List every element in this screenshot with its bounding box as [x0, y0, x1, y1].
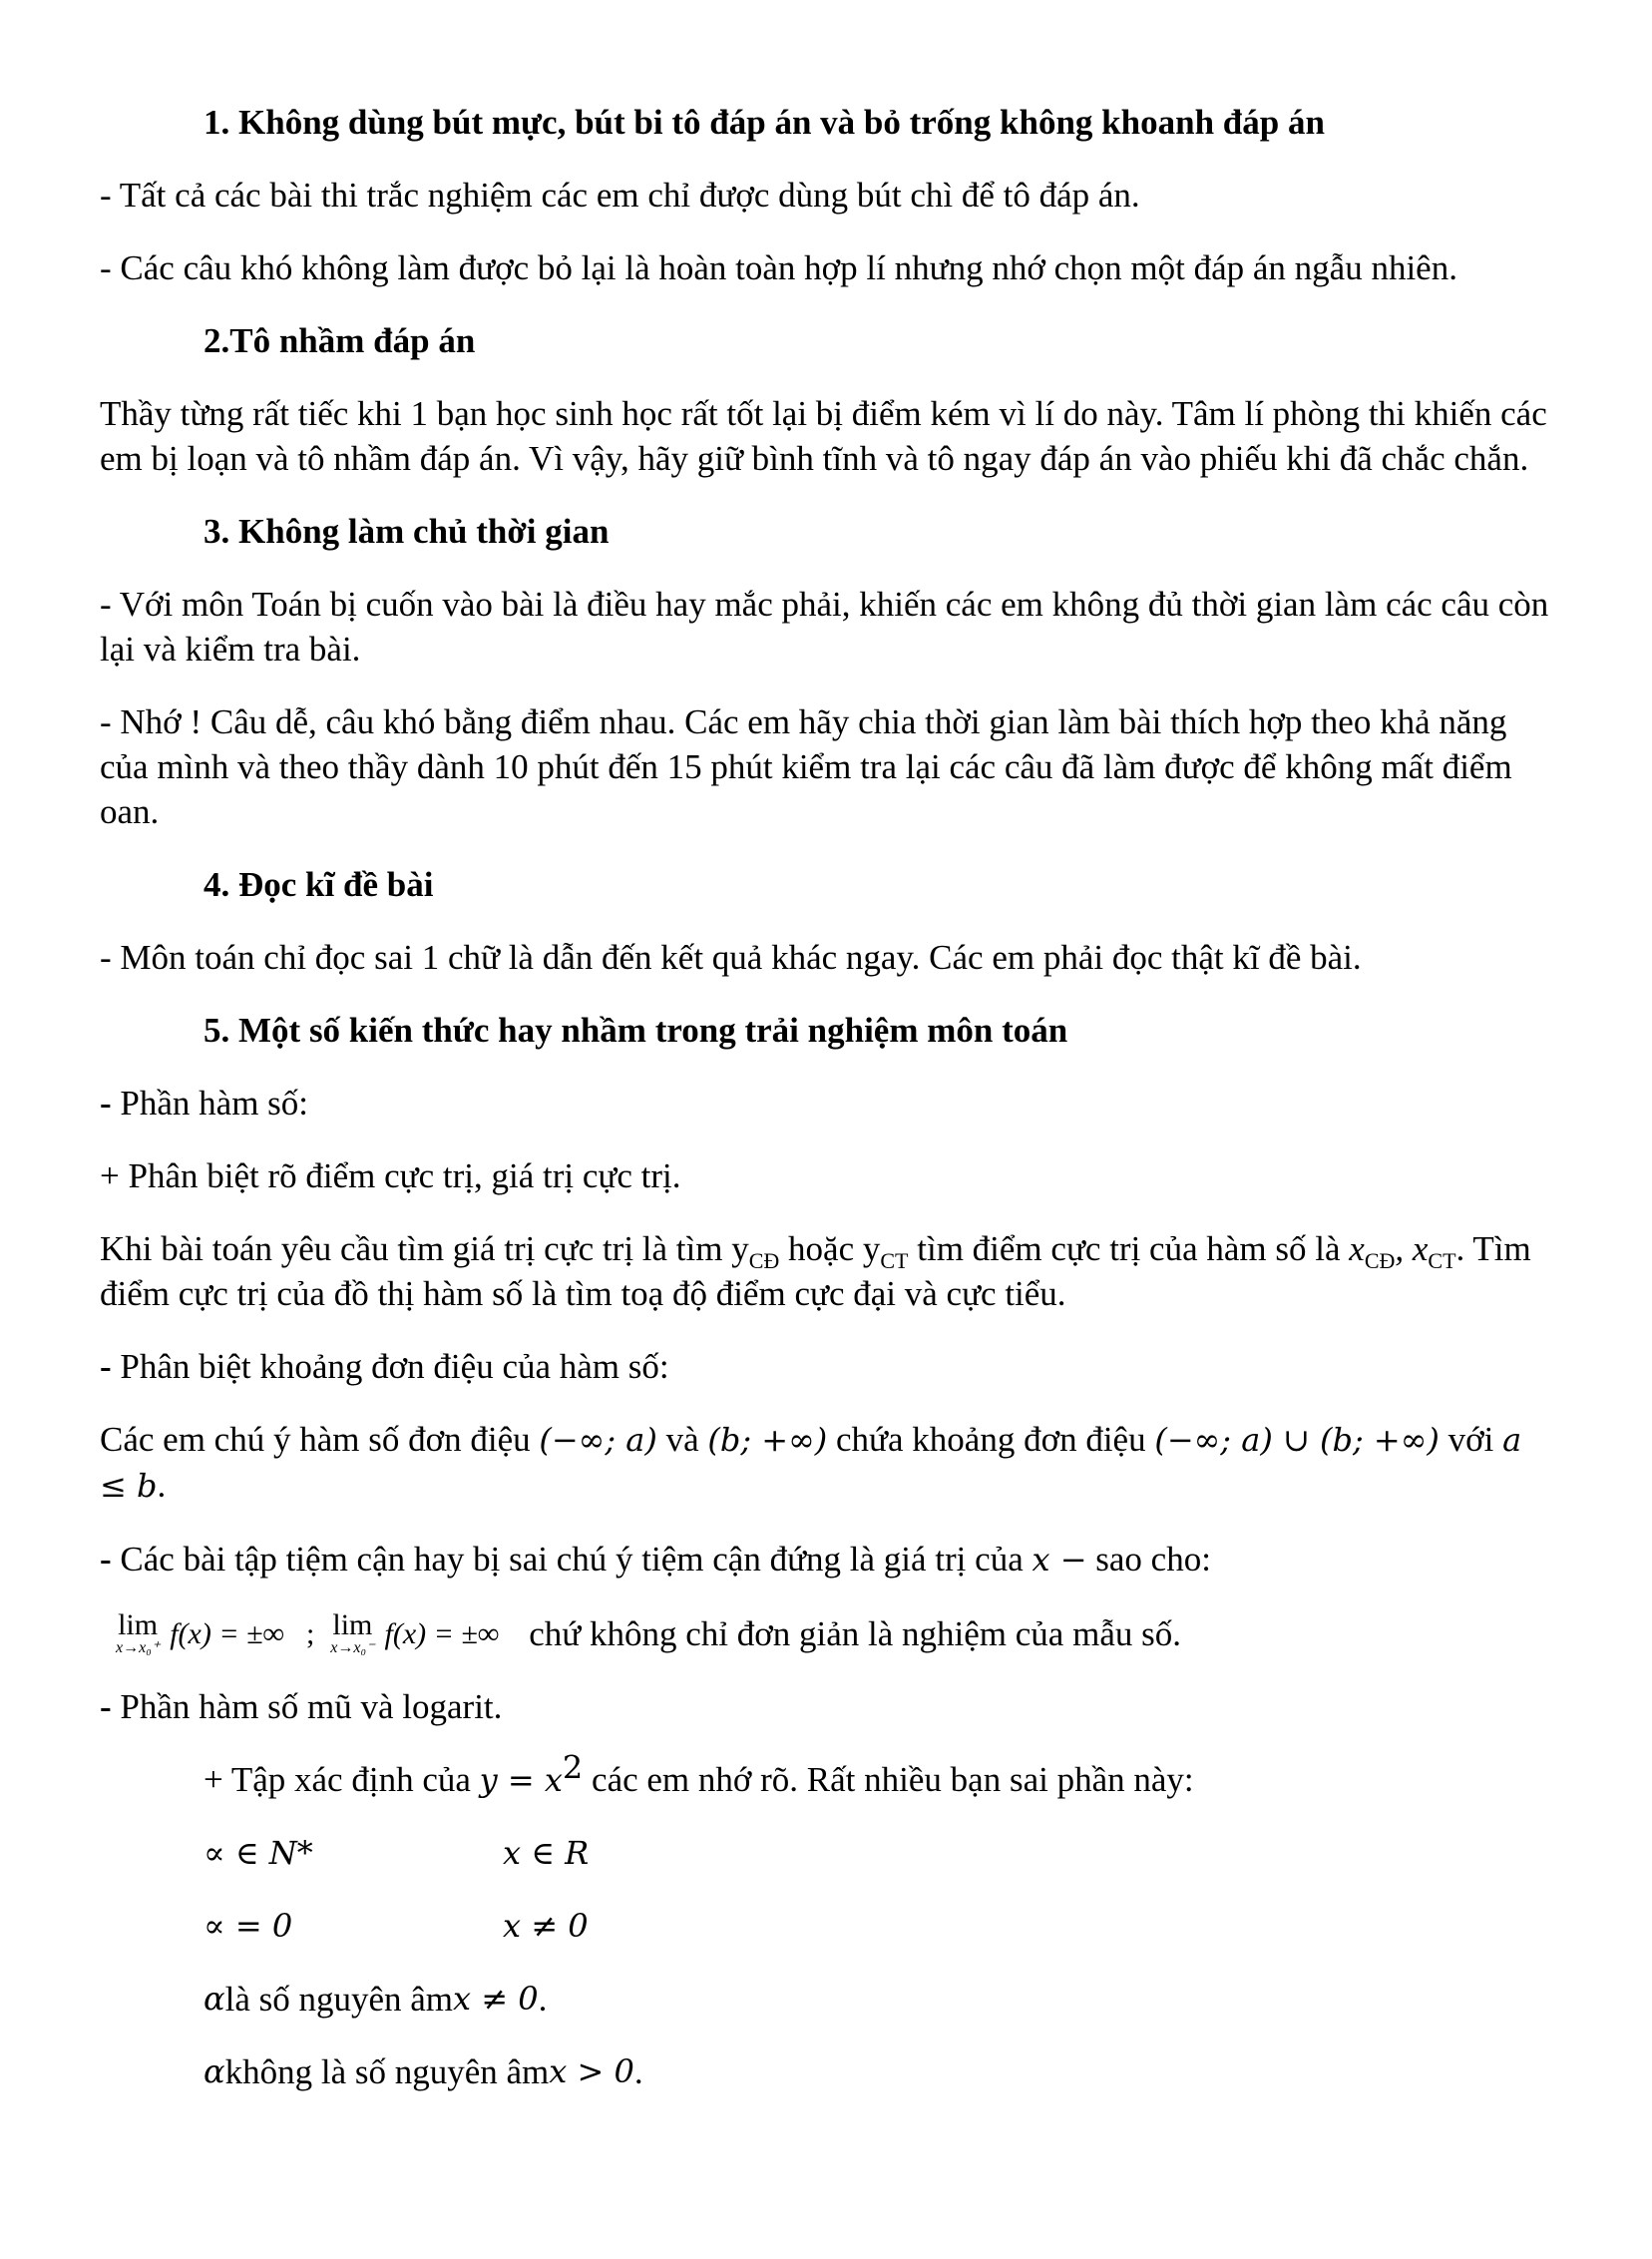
math-var: α: [204, 1980, 225, 2018]
text: sao cho:: [1086, 1540, 1211, 1579]
dash: -: [100, 1540, 112, 1579]
rule-row: [100, 1977, 1552, 2022]
text: và: [656, 1420, 708, 1459]
superscript: 2: [562, 1748, 584, 1787]
lim-expression: f(x) = ±∞: [170, 1616, 284, 1650]
math-interval: (−∞; a) ∪ (b; +∞): [1154, 1421, 1440, 1459]
math-var: x −: [1032, 1541, 1087, 1579]
tiem-can-line: [100, 1537, 1552, 1582]
math-expression: x > 0: [549, 2052, 634, 2090]
math-interval: (−∞; a): [539, 1421, 657, 1459]
text: là số nguyên âm: [224, 1980, 454, 2019]
text: . Tìm điểm cực trị của đồ thị hàm số là tìm toạ độ điểm cực đại và cực tiểu.: [100, 1229, 1531, 1313]
mu-logarit-line: [100, 1684, 1552, 1729]
subscript: CT: [880, 1248, 909, 1273]
section-1-para-2: - Các câu khó không làm được bỏ lại là hoàn toàn hợp lí nhưng nhớ chọn một đáp án ngẫu nhiên.: [100, 248, 1457, 287]
math-var: , x: [1395, 1229, 1429, 1268]
section-3-heading: 3. Không làm chủ thời gian: [204, 512, 610, 551]
cuc-tri-para: [100, 1226, 1552, 1316]
ham-so-text: Phần hàm số:: [111, 1084, 309, 1123]
section-4-heading: 4. Đọc kĩ đề bài: [204, 865, 434, 904]
rule-row: [100, 2049, 1552, 2094]
rule-domain: x ∈ R: [503, 1834, 590, 1872]
limit-formula: [116, 1610, 1552, 1656]
math-expression: y = x: [479, 1761, 563, 1799]
rule-row: [100, 1904, 1552, 1949]
don-dieu-text: Phân biệt khoảng đơn điệu của hàm số:: [111, 1347, 669, 1386]
math-var: α: [204, 2052, 225, 2090]
section-2-para-1: Thầy từng rất tiếc khi 1 bạn học sinh học rất tốt lại bị điểm kém vì lí do này. Tâm lí phòng thi khiến các em bị loạn và tô nhầm đáp án. Vì vậy, hãy giữ bình tĩnh và tô ngay đáp án vào phiếu khi đã chắc chắn.: [100, 394, 1547, 478]
math-interval: (b; +∞): [707, 1421, 828, 1459]
subscript: CĐ: [1364, 1248, 1396, 1273]
text: Các bài tập tiệm cận hay bị sai chú ý tiệm cận đứng là giá trị của: [111, 1540, 1032, 1579]
text: với: [1439, 1420, 1503, 1459]
rule-condition: ∝ ∈ N*: [204, 1834, 313, 1872]
text: tìm điểm cực trị của hàm số là: [908, 1229, 1350, 1268]
text: các em nhớ rõ. Rất nhiều bạn sai phần này:: [583, 1760, 1194, 1799]
text: .: [538, 1980, 548, 2019]
lim-word: lim: [118, 1608, 159, 1641]
tap-xac-dinh-line: [100, 1748, 1552, 1803]
math-condition: a ≤ b: [100, 1421, 1522, 1505]
limit-note: chứ không chỉ đơn giản là nghiệm của mẫu số.: [529, 1613, 1181, 1653]
text: Khi bài toán yêu cầu tìm giá trị cực trị là tìm y: [100, 1229, 749, 1268]
text: .: [157, 1466, 167, 1505]
text: Các em chú ý hàm số đơn điệu: [100, 1420, 540, 1459]
text: + Tập xác định của: [204, 1760, 480, 1799]
limit-2: [330, 1610, 374, 1656]
lim-subscript: x→x₀⁻: [330, 1639, 375, 1656]
section-3-para-2: - Nhớ ! Câu dễ, câu khó bằng điểm nhau. Các em hãy chia thời gian làm bài thích hợp theo khả năng của mình và theo thầy dành 10 phút đến 15 phút kiểm tra lại các câu đã làm được để không mất điểm oan.: [100, 702, 1512, 831]
dash: -: [100, 1347, 112, 1386]
ham-so-line: [100, 1081, 1552, 1126]
domain-rules: [100, 1831, 1552, 2094]
phan-biet-line: + Phân biệt rõ điểm cực trị, giá trị cực trị.: [100, 1156, 681, 1195]
dash: -: [100, 1687, 112, 1726]
lim-subscript: x→x₀⁺: [116, 1639, 161, 1656]
don-dieu-line: [100, 1344, 1552, 1389]
section-3-para-1: - Với môn Toán bị cuốn vào bài là điều hay mắc phải, khiến các em không đủ thời gian làm các câu còn lại và kiểm tra bài.: [100, 585, 1549, 669]
text: .: [633, 2052, 643, 2091]
math-expression: x ≠ 0: [453, 1980, 539, 2018]
subscript: CĐ: [748, 1248, 780, 1273]
mu-text: Phần hàm số mũ và logarit.: [111, 1687, 503, 1726]
dash: -: [100, 1084, 112, 1123]
khoang-don-dieu-para: [100, 1417, 1552, 1509]
section-1-heading: 1. Không dùng bút mực, bút bi tô đáp án và bỏ trống không khoanh đáp án: [204, 103, 1325, 142]
rule-domain: x ≠ 0: [503, 1907, 589, 1945]
section-4-para-1: - Môn toán chỉ đọc sai 1 chữ là dẫn đến kết quả khác ngay. Các em phải đọc thật kĩ đề bài.: [100, 938, 1362, 977]
subscript: CT: [1428, 1248, 1456, 1273]
section-5-heading: 5. Một số kiến thức hay nhầm trong trải nghiệm môn toán: [204, 1011, 1068, 1050]
lim-word: lim: [332, 1608, 373, 1641]
math-var: x: [1349, 1229, 1365, 1268]
limit-1: [116, 1610, 160, 1656]
section-1-para-1: - Tất cả các bài thi trắc nghiệm các em chỉ được dùng bút chì để tô đáp án.: [100, 176, 1140, 215]
text: chứa khoảng đơn điệu: [827, 1420, 1155, 1459]
section-2-heading: 2.Tô nhầm đáp án: [204, 321, 476, 360]
separator: ;: [305, 1616, 315, 1650]
lim-expression: f(x) = ±∞: [384, 1616, 500, 1650]
rule-row: [100, 1831, 1552, 1876]
text: không là số nguyên âm: [224, 2052, 550, 2091]
rule-condition: ∝ = 0: [204, 1907, 293, 1945]
text: hoặc y: [779, 1229, 881, 1268]
